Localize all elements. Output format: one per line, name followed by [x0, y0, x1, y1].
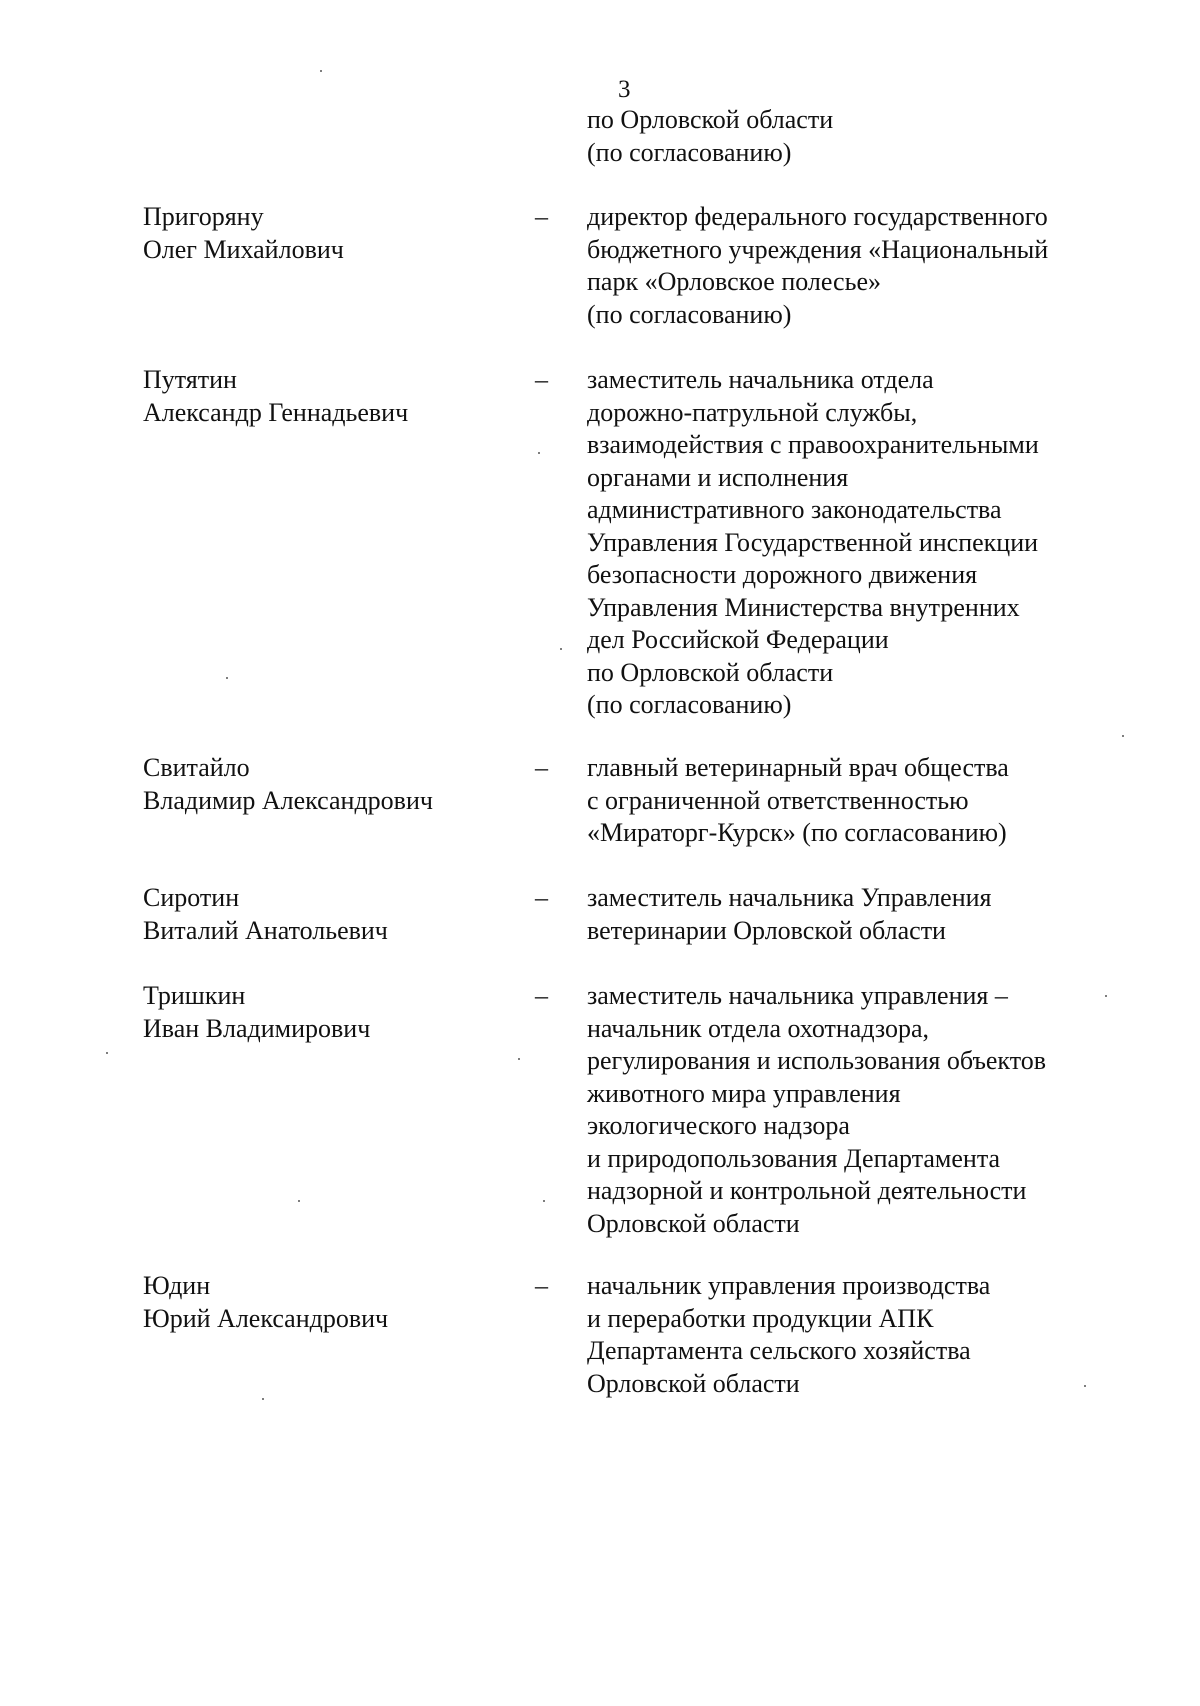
- scan-speck: [298, 1200, 300, 1202]
- role-line: и переработки продукции АПК: [587, 1303, 934, 1333]
- scan-speck: [320, 70, 322, 72]
- member-surname: Сиротин: [143, 883, 240, 912]
- scan-speck: [1084, 1385, 1086, 1387]
- role-line: безопасности дорожного движения: [587, 560, 978, 589]
- role-line: взаимодействия с правоохранительными: [587, 430, 1039, 459]
- separator-dash: –: [535, 981, 548, 1010]
- role-line: экологического надзора: [587, 1111, 850, 1140]
- role-line: органами и исполнения: [587, 462, 849, 492]
- member-name: [143, 752, 433, 817]
- role-line: заместитель начальника управления –: [587, 981, 1008, 1010]
- scan-speck: [226, 677, 228, 679]
- role-line: надзорной и контрольной деятельности: [587, 1176, 1027, 1205]
- role-line: «Мираторг-Курск» (по согласованию): [587, 818, 1007, 847]
- scan-speck: [538, 452, 540, 454]
- role-line: и природопользования Департамента: [587, 1143, 1001, 1173]
- role-line: дорожно-патрульной службы,: [587, 397, 918, 427]
- member-role: [587, 882, 992, 947]
- scan-speck: [106, 1052, 108, 1054]
- role-line: Управления Государственной инспекции: [587, 527, 1039, 557]
- member-given-names: Александр Геннадьевич: [143, 397, 409, 427]
- role-line: заместитель начальника Управления: [587, 883, 992, 912]
- member-name: [143, 364, 408, 429]
- role-line: (по согласованию): [587, 299, 792, 329]
- member-name: [143, 201, 344, 266]
- member-name: [143, 882, 388, 947]
- member-role: [587, 201, 1048, 331]
- scan-speck: [1122, 735, 1124, 737]
- scan-speck: [518, 1058, 520, 1060]
- member-given-names: Владимир Александрович: [143, 785, 433, 815]
- role-line: бюджетного учреждения «Национальный: [587, 234, 1049, 264]
- separator-dash: –: [535, 753, 548, 782]
- member-surname: Свитайло: [143, 753, 250, 782]
- separator-dash: –: [535, 883, 548, 912]
- page-number: 3: [618, 76, 631, 103]
- role-line: по Орловской области: [587, 105, 834, 134]
- role-line: парк «Орловское полесье»: [587, 267, 881, 296]
- member-surname: Тришкин: [143, 981, 246, 1010]
- member-surname: Пригоряну: [143, 202, 264, 231]
- role-line: Орловской области: [587, 1368, 800, 1398]
- role-line: Орловской области: [587, 1208, 800, 1238]
- role-line: заместитель начальника отдела: [587, 365, 934, 394]
- member-surname: Путятин: [143, 365, 237, 394]
- role-line: (по согласованию): [587, 690, 792, 719]
- role-line: дел Российской Федерации: [587, 625, 889, 654]
- member-role: [587, 752, 1009, 850]
- role-line: (по согласованию): [587, 137, 792, 167]
- scan-speck: [543, 1200, 545, 1202]
- role-line: ветеринарии Орловской области: [587, 915, 946, 945]
- scan-speck: [262, 1398, 264, 1400]
- member-surname: Юдин: [143, 1271, 211, 1300]
- role-line: главный ветеринарный врач общества: [587, 753, 1009, 782]
- scan-speck: [1105, 995, 1107, 997]
- member-name: [143, 1270, 388, 1335]
- separator-dash: –: [535, 1271, 548, 1300]
- role-line: административного законодательства: [587, 495, 1002, 524]
- scan-speck: [560, 648, 562, 650]
- member-given-names: Олег Михайлович: [143, 234, 344, 264]
- member-given-names: Юрий Александрович: [143, 1303, 389, 1333]
- role-line: по Орловской области: [587, 657, 834, 687]
- separator-dash: –: [535, 202, 548, 231]
- role-line: директор федерального государственного: [587, 202, 1048, 231]
- member-role: [587, 364, 1039, 722]
- role-line: с ограниченной ответственностью: [587, 785, 969, 815]
- role-line: Управления Министерства внутренних: [587, 592, 1020, 622]
- member-name: [143, 980, 370, 1045]
- role-line: регулирования и использования объектов: [587, 1046, 1047, 1075]
- separator-dash: –: [535, 365, 548, 394]
- role-line: начальник отдела охотнадзора,: [587, 1013, 930, 1043]
- member-role: [587, 980, 1046, 1240]
- role-line: Департамента сельского хозяйства: [587, 1336, 971, 1365]
- role-line: животного мира управления: [587, 1078, 901, 1108]
- member-given-names: Иван Владимирович: [143, 1013, 371, 1043]
- role-line: начальник управления производства: [587, 1271, 991, 1300]
- continued-role-text: [587, 104, 833, 169]
- member-given-names: Виталий Анатольевич: [143, 915, 388, 945]
- member-role: [587, 1270, 990, 1400]
